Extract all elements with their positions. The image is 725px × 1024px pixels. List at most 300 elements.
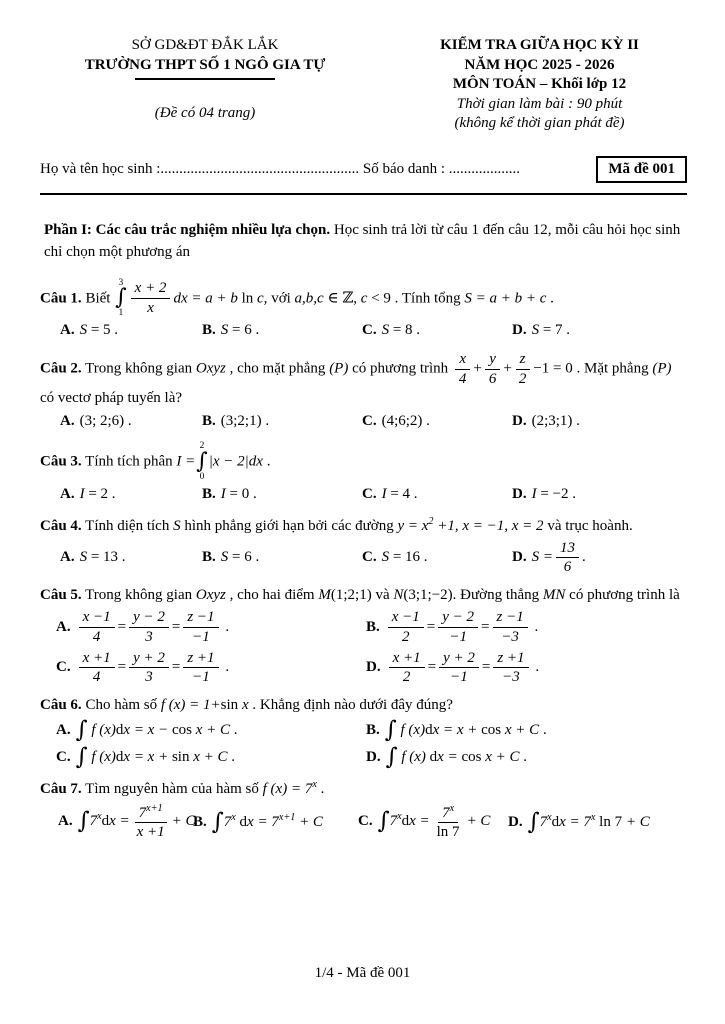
text-run: < 9 . Tính tổng	[367, 289, 465, 306]
option-letter: D.	[366, 659, 381, 676]
text-run: ln	[237, 289, 258, 306]
math-run: x	[238, 697, 249, 714]
math-run: + C	[171, 813, 196, 830]
option-content	[377, 802, 491, 841]
fraction	[455, 351, 471, 388]
option-letter: A.	[60, 549, 75, 566]
text-run: .	[262, 453, 271, 470]
student-info-line	[40, 156, 687, 183]
superscript: x+1	[278, 811, 296, 823]
option-letter: D.	[512, 486, 527, 503]
math-run: f (x)	[87, 722, 116, 739]
text-run: sin	[168, 749, 194, 766]
fraction-denominator: 3	[145, 669, 153, 686]
option-content	[76, 649, 230, 686]
option-letter: C.	[362, 413, 377, 430]
integral-sign: ∫	[75, 743, 88, 770]
question-2-option-c	[362, 411, 512, 433]
question-2-option-b	[202, 411, 362, 433]
question-3-option-c	[362, 484, 512, 506]
text-run: d	[115, 749, 124, 766]
math-run: M	[318, 587, 331, 604]
text-run: =	[426, 618, 436, 635]
text-run: d	[425, 722, 433, 739]
fraction	[485, 351, 501, 388]
math-run: x = x +	[123, 749, 169, 766]
question-6-option-b	[366, 716, 687, 743]
math-run: 7	[442, 804, 450, 821]
text-run: (2;3;1) .	[531, 413, 580, 430]
question-3-option-d	[512, 484, 687, 506]
option-content	[531, 539, 586, 576]
option-letter: B.	[202, 413, 216, 430]
option-content	[382, 322, 420, 338]
fraction-denominator: 2	[518, 370, 527, 387]
fraction	[493, 650, 528, 687]
question-label: Câu 2.	[40, 360, 82, 377]
math-run: 7	[539, 813, 548, 830]
fraction-denominator: −3	[502, 669, 520, 686]
option-letter: A.	[56, 722, 71, 739]
math-run: c	[360, 289, 368, 306]
option-content	[76, 608, 230, 645]
text-run: = 7 .	[539, 322, 571, 339]
superscript: x	[312, 778, 317, 790]
fraction-denominator: 4	[92, 669, 101, 686]
fraction-numerator	[135, 803, 167, 824]
text-run: (3;2;1) .	[220, 413, 270, 430]
option-content	[385, 608, 539, 645]
math-run: |x − 2|	[208, 453, 249, 470]
text-run: = 0 .	[225, 486, 257, 503]
fraction-numerator: x + 2	[131, 280, 171, 299]
text-run: (3;1;−2)	[403, 587, 453, 604]
fraction-denominator: −1	[192, 628, 210, 645]
math-run: I	[79, 486, 85, 503]
question-3-options	[60, 484, 687, 506]
fraction-numerator: z	[516, 351, 530, 370]
option-content	[385, 743, 527, 770]
superscript: 2	[428, 515, 434, 527]
fraction-numerator: y − 2	[129, 609, 169, 628]
option-letter: A.	[60, 486, 75, 503]
math-run: f (x)	[397, 749, 426, 766]
integral-sign: ∫	[385, 743, 398, 770]
school-name-underline	[135, 78, 275, 80]
fraction-denominator: 6	[488, 370, 497, 387]
option-content	[221, 549, 259, 565]
fraction-denominator: −1	[449, 628, 467, 645]
fraction	[388, 609, 424, 646]
superscript: x	[231, 811, 236, 823]
header-left-column	[40, 36, 370, 134]
text-run: d	[235, 813, 248, 830]
text-run: Tìm nguyên hàm của hàm số	[81, 780, 263, 797]
math-run: x =	[409, 813, 430, 830]
fraction-denominator: x	[147, 299, 154, 316]
fraction	[129, 609, 169, 646]
superscript: x	[449, 802, 455, 814]
question-label: Câu 3.	[40, 453, 82, 470]
option-letter: C.	[56, 659, 71, 676]
math-run: 7	[138, 804, 147, 821]
fraction	[129, 650, 169, 687]
question-7-options	[58, 803, 687, 842]
math-run: 7	[89, 813, 98, 830]
text-run: sin	[220, 697, 239, 714]
text-run: hình phẳng giới hạn bởi các đường	[180, 517, 398, 534]
text-run: .	[539, 722, 547, 739]
fraction-numerator: x	[455, 351, 470, 370]
text-run: = 2 .	[84, 486, 116, 503]
text-run: , cho mặt phẳng	[225, 360, 330, 377]
option-letter: B.	[202, 486, 216, 503]
math-run: a,b,c	[294, 289, 324, 306]
text-run: = 13 .	[87, 549, 126, 566]
question-6-option-a	[56, 716, 366, 743]
fraction-numerator: x +1	[389, 650, 425, 669]
option-letter: D.	[512, 413, 527, 430]
superscript: x	[547, 811, 552, 823]
text-run: +	[473, 360, 482, 377]
math-run: dx = a + b	[173, 289, 238, 306]
fraction	[131, 280, 171, 317]
integral-sign: ∫	[196, 448, 208, 474]
option-letter: B.	[366, 722, 380, 739]
integral-sign: ∫	[75, 716, 88, 743]
fraction-denominator: 6	[563, 559, 572, 576]
exam-title: KIỂM TRA GIỮA HỌC KỲ II	[440, 37, 639, 53]
question-1	[40, 279, 687, 343]
text-run: với	[267, 289, 295, 306]
option-content	[211, 808, 323, 835]
integral-with-limits	[196, 442, 207, 482]
text-run: d	[401, 813, 410, 830]
fraction-numerator: z −1	[183, 609, 218, 628]
math-run: I	[220, 486, 226, 503]
text-run: có phương trình là	[565, 587, 680, 604]
question-4-option-b	[202, 547, 362, 569]
integral-with-limits	[115, 279, 126, 319]
text-run: Trong không gian	[81, 360, 196, 377]
integral-sign: ∫	[211, 808, 224, 835]
math-run: x = 7	[247, 813, 279, 830]
text-run: (4;6;2) .	[381, 413, 430, 430]
question-7-option-c	[358, 803, 508, 842]
text-run: ln 7	[595, 813, 626, 830]
fraction-denominator	[433, 823, 464, 841]
section-heading	[40, 219, 687, 264]
superscript: x	[590, 811, 596, 823]
text-run: có phương trình	[348, 360, 452, 377]
fraction-numerator: 13	[556, 540, 579, 559]
option-content	[80, 322, 118, 338]
text-run: d	[115, 722, 124, 739]
page-footer: 1/4 - Mã đề 001	[314, 965, 411, 981]
fraction	[79, 650, 115, 687]
question-6	[40, 695, 687, 769]
text-run: d	[101, 813, 110, 830]
text-run: .	[221, 659, 230, 676]
question-4-options	[60, 540, 687, 577]
question-6-option-d	[366, 743, 687, 770]
math-run: (P)	[652, 360, 672, 377]
option-content	[532, 413, 580, 429]
student-info-text	[40, 161, 586, 178]
fraction	[183, 609, 218, 646]
integral-lower-limit: 0	[199, 471, 205, 482]
question-2	[40, 351, 687, 433]
fraction-numerator: x −1	[79, 609, 115, 628]
text-run: Trong không gian	[81, 587, 196, 604]
exam-header	[40, 36, 687, 134]
option-letter: A.	[60, 322, 75, 339]
math-run: x =	[437, 749, 458, 766]
math-run: I	[381, 486, 387, 503]
fraction-denominator: 4	[458, 370, 467, 387]
fraction-numerator: y − 2	[438, 609, 478, 628]
math-run: + C	[295, 813, 323, 830]
question-4-stem	[40, 515, 687, 538]
question-label: Câu 1.	[40, 289, 82, 306]
question-2-option-a	[60, 411, 202, 433]
option-content	[221, 413, 269, 429]
integral-sign: ∫	[384, 716, 397, 743]
math-run: S	[381, 322, 390, 339]
question-2-options	[60, 411, 687, 433]
fraction-denominator: 2	[402, 628, 410, 645]
math-run: c,	[257, 289, 268, 306]
math-run: + C	[625, 813, 650, 830]
text-run: =	[117, 618, 127, 635]
student-id-label: Số báo danh : ...................	[359, 160, 520, 177]
text-run: . Khẳng định nào dưới đây đúng?	[248, 697, 453, 714]
fraction-numerator: z +1	[493, 650, 528, 669]
text-run: d	[425, 749, 438, 766]
option-letter: A.	[56, 618, 71, 635]
question-7-option-d	[508, 810, 687, 833]
question-6-options	[56, 716, 687, 770]
integral-sign: ∫	[527, 808, 540, 835]
question-7-option-a	[58, 802, 196, 842]
question-4-option-d	[512, 540, 687, 577]
question-5-option-d	[366, 650, 687, 687]
fraction	[439, 650, 479, 687]
text-run: .	[227, 749, 236, 766]
option-content	[75, 743, 236, 770]
math-run: x + C	[193, 749, 228, 766]
question-2-option-d	[512, 411, 687, 433]
question-label: Câu 6.	[40, 697, 82, 714]
fraction-denominator: 3	[145, 628, 153, 645]
text-run: ln 7	[436, 824, 460, 841]
question-1-stem	[40, 279, 687, 319]
fraction-numerator: z −1	[493, 609, 528, 628]
pages-note: (Đề có 04 trang)	[154, 105, 256, 121]
math-run: x + C	[195, 722, 231, 739]
fraction-denominator	[133, 823, 169, 841]
superscript: x	[97, 811, 102, 823]
fraction	[79, 609, 115, 646]
text-run: .	[546, 289, 554, 306]
text-run: =	[117, 659, 127, 676]
text-run: Biết	[81, 289, 115, 306]
question-1-option-a	[60, 320, 202, 342]
integral-upper-limit: 3	[118, 277, 124, 288]
text-run: = 5 .	[87, 322, 119, 339]
option-content	[80, 549, 126, 565]
question-7	[40, 778, 687, 841]
text-run: =	[427, 659, 437, 676]
department-name: SỞ GD&ĐT ĐẮK LẮK	[131, 37, 279, 53]
fraction	[183, 650, 218, 687]
fraction	[493, 609, 528, 646]
text-run: có vectơ pháp tuyến là?	[40, 389, 183, 406]
math-run: S =	[531, 549, 553, 566]
fraction-numerator: z +1	[183, 650, 218, 669]
text-run: = 16 .	[389, 549, 428, 566]
question-3	[40, 442, 687, 506]
math-run: (P)	[329, 360, 349, 377]
header-right-column	[370, 36, 687, 134]
fraction	[133, 803, 169, 842]
text-run: và trục hoành.	[543, 517, 633, 534]
option-letter: D.	[512, 549, 527, 566]
fraction	[515, 351, 531, 388]
option-content	[221, 322, 259, 338]
option-content	[532, 322, 570, 338]
fraction-denominator: 4	[92, 628, 101, 645]
option-content	[77, 802, 196, 841]
text-run: d	[551, 813, 560, 830]
text-run: . Đường thẳng	[452, 587, 543, 604]
option-letter: B.	[366, 618, 380, 635]
text-run: .	[581, 549, 586, 566]
fraction-numerator: y + 2	[129, 650, 169, 669]
question-6-stem	[40, 695, 687, 717]
question-4	[40, 515, 687, 576]
question-5-options	[56, 609, 687, 686]
option-letter: A.	[60, 413, 75, 430]
option-letter: C.	[362, 322, 377, 339]
text-run: = 8 .	[389, 322, 421, 339]
integral-sign: ∫	[77, 808, 90, 835]
option-letter: D.	[366, 749, 381, 766]
question-4-option-a	[60, 547, 202, 569]
fraction-denominator: −3	[501, 628, 519, 645]
text-run: và	[371, 587, 394, 604]
math-run: S	[79, 322, 88, 339]
text-run: =	[171, 659, 181, 676]
question-label: Câu 7.	[40, 780, 82, 797]
duration-line: Thời gian làm bài : 90 phút	[456, 95, 623, 112]
section-heading-normal: Học sinh trả lời từ câu 1 đến câu 12, mỗi câu hỏi học sinh chỉ chọn một phương án	[44, 221, 681, 260]
text-run: cos	[457, 749, 486, 766]
question-2-stem	[40, 351, 687, 409]
text-run: .	[519, 749, 527, 766]
question-7-option-b	[193, 810, 358, 833]
option-letter: D.	[508, 813, 523, 830]
fraction-numerator	[438, 803, 458, 824]
option-content	[532, 486, 576, 502]
integral-lower-limit: 1	[118, 307, 124, 318]
math-run: x =	[109, 813, 130, 830]
option-letter: C.	[362, 486, 377, 503]
math-run: f (x) = 7	[262, 780, 313, 797]
question-7-stem	[40, 778, 687, 801]
math-run: S	[220, 549, 229, 566]
option-letter: C.	[56, 749, 71, 766]
math-run: y = x	[397, 517, 429, 534]
option-letter: A.	[58, 813, 73, 830]
math-run: x + C	[504, 722, 540, 739]
question-3-option-a	[60, 484, 202, 506]
exam-code-box: Mã đề 001	[596, 156, 687, 183]
text-run: =	[481, 618, 490, 635]
section-heading-bold: Phần I: Các câu trắc nghiệm nhiều lựa chọn.	[44, 221, 331, 238]
option-content	[527, 808, 650, 835]
question-label: Câu 4.	[40, 517, 82, 534]
text-run: =	[171, 618, 181, 635]
option-content	[382, 486, 418, 502]
question-1-option-b	[202, 320, 362, 342]
math-run: f (x) = 1+	[160, 697, 221, 714]
fraction-numerator: y + 2	[439, 650, 479, 669]
question-3-option-b	[202, 484, 362, 506]
text-run: +	[503, 360, 512, 377]
school-year: NĂM HỌC 2025 - 2026	[464, 56, 615, 73]
text-run: = 6 .	[228, 549, 260, 566]
math-run: + C	[466, 813, 491, 830]
math-run: MN	[542, 587, 566, 604]
fraction-denominator: 2	[402, 669, 411, 686]
question-6-option-c	[56, 743, 366, 770]
text-run: cos	[168, 722, 196, 739]
text-run: .	[230, 722, 238, 739]
question-1-option-c	[362, 320, 512, 342]
math-run: dx	[248, 453, 263, 470]
subject-line: MÔN TOÁN – Khối lớp 12	[452, 76, 627, 92]
option-content	[382, 413, 430, 429]
question-5-option-a	[56, 609, 366, 646]
text-run: .	[531, 659, 540, 676]
fraction-numerator: x −1	[388, 609, 424, 628]
math-run: 7	[389, 813, 398, 830]
math-run: S	[79, 549, 88, 566]
option-letter: C.	[358, 813, 373, 830]
superscript: x	[397, 811, 402, 823]
text-run: Tính tích phân	[81, 453, 177, 470]
school-name: TRƯỜNG THPT SỐ 1 NGÔ GIA TỰ	[84, 56, 326, 73]
integral-upper-limit: 2	[199, 441, 205, 452]
math-run: I	[531, 486, 537, 503]
text-run: Cho hàm số	[81, 697, 161, 714]
option-content	[80, 486, 116, 502]
option-letter: B.	[202, 549, 216, 566]
math-run: x +1	[136, 824, 165, 841]
option-content	[386, 649, 540, 686]
text-run: Tính diện tích	[81, 517, 174, 534]
fraction	[433, 803, 464, 842]
text-run: .	[316, 780, 325, 797]
text-run: .	[221, 618, 230, 635]
text-run: , cho hai điểm	[225, 587, 319, 604]
math-run: I =	[176, 453, 196, 470]
math-run: x = x −	[123, 722, 169, 739]
integral-sign: ∫	[115, 285, 127, 310]
fraction	[389, 650, 425, 687]
student-name-label: Họ và tên học sinh :.....................................................	[40, 160, 360, 177]
